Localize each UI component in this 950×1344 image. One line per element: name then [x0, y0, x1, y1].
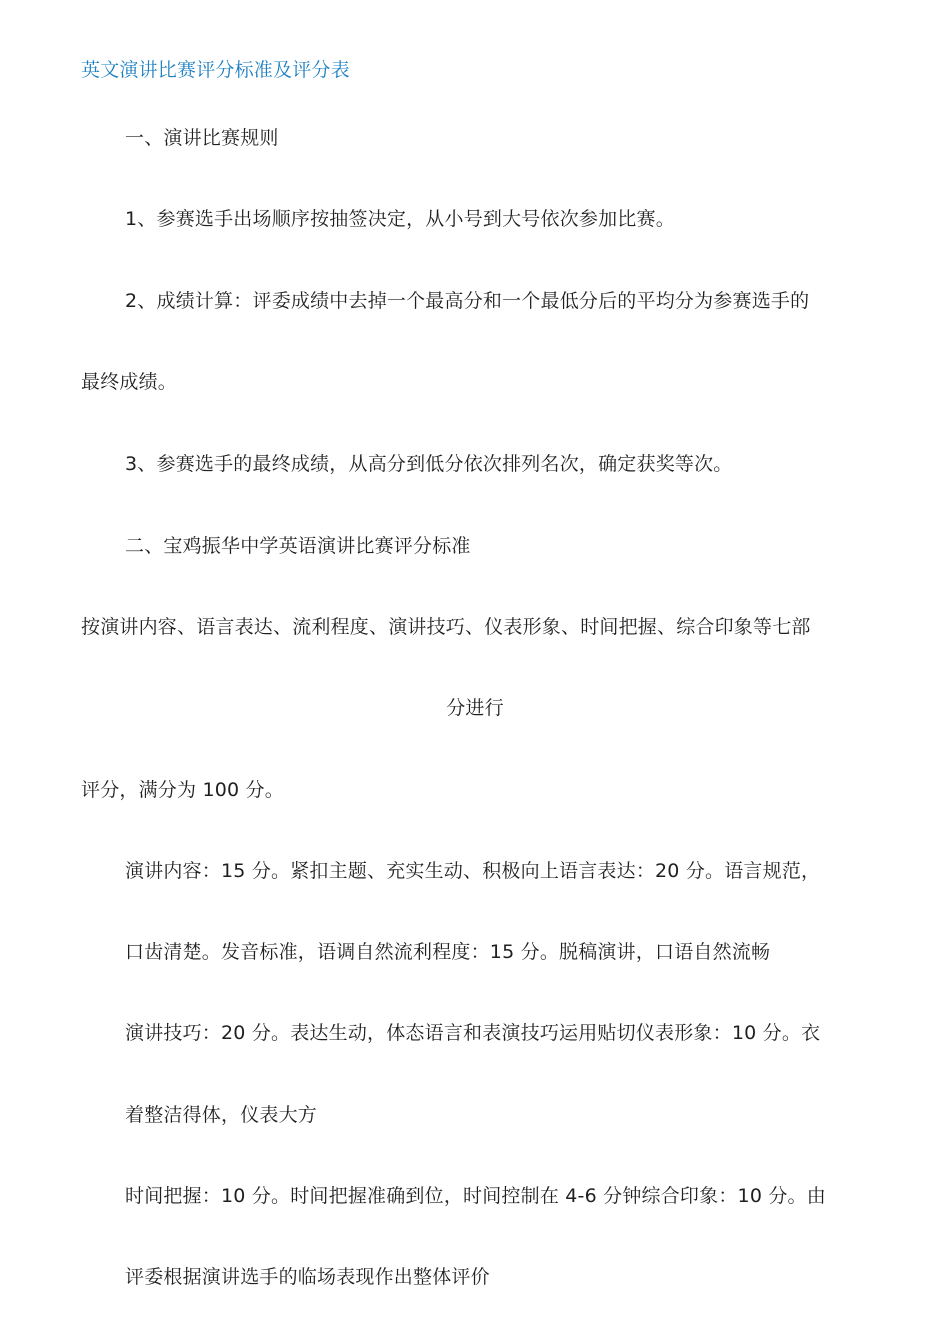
- criteria-line-6: 评委根据演讲选手的临场表现作出整体评价: [125, 1266, 490, 1288]
- criteria-intro-line-2: 分进行: [446, 697, 504, 719]
- rule-1: 1、参赛选手出场顺序按抽签决定，从小号到大号依次参加比赛。: [125, 208, 675, 230]
- rule-3: 3、参赛选手的最终成绩，从高分到低分依次排列名次，确定获奖等次。: [125, 453, 733, 475]
- criteria-intro-line-1: 按演讲内容、语言表达、流利程度、演讲技巧、仪表形象、时间把握、综合印象等七部: [81, 616, 811, 638]
- criteria-line-4: 着整洁得体，仪表大方: [125, 1104, 318, 1126]
- criteria-line-3: 演讲技巧：20 分。表达生动，体态语言和表演技巧运用贴切仪表形象：10 分。衣: [125, 1022, 821, 1044]
- section-heading-criteria: 二、宝鸡振华中学英语演讲比赛评分标准: [125, 535, 471, 557]
- criteria-line-2: 口齿清楚。发音标准，语调自然流利程度：15 分。脱稿演讲，口语自然流畅: [125, 941, 771, 963]
- criteria-intro-line-3: 评分，满分为 100 分。: [81, 779, 284, 801]
- criteria-line-5: 时间把握：10 分。时间把握准确到位，时间控制在 4-6 分钟综合印象：10 分。由: [125, 1185, 826, 1207]
- rule-2-line-2: 最终成绩。: [81, 371, 178, 393]
- section-heading-rules: 一、演讲比赛规则: [125, 127, 279, 149]
- criteria-line-1: 演讲内容：15 分。紧扣主题、充实生动、积极向上语言表达：20 分。语言规范，: [125, 860, 821, 882]
- document-title: 英文演讲比赛评分标准及评分表: [81, 59, 350, 81]
- rule-2-line-1: 2、成绩计算：评委成绩中去掉一个最高分和一个最低分后的平均分为参赛选手的: [125, 290, 810, 312]
